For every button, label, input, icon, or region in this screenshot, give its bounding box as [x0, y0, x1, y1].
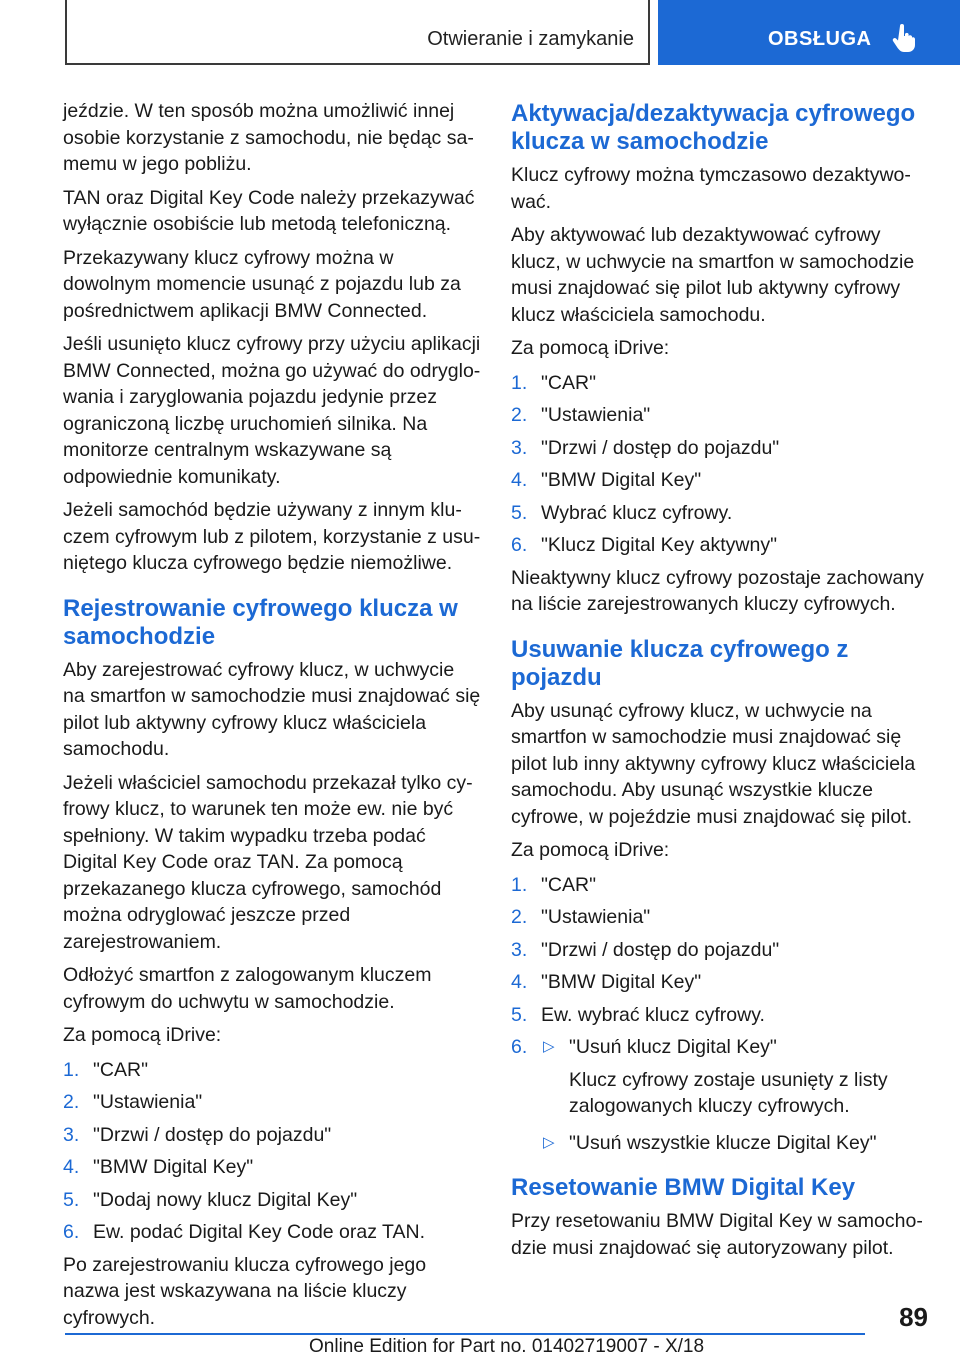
chapter-box [65, 0, 650, 65]
step-text: "BMW Digital Key" [541, 469, 702, 491]
step-text: "Ustawienia" [541, 906, 651, 928]
sub-option [541, 1034, 931, 1061]
step-text: Ew. podać Digital Key Code oraz TAN. [93, 1221, 426, 1243]
step-text: "Ustawienia" [541, 404, 651, 426]
step-text: "Drzwi / dostęp do pojazdu" [541, 436, 780, 459]
list-item [63, 1219, 481, 1246]
footer-divider [65, 1333, 865, 1335]
list-item [63, 1057, 481, 1084]
paragraph: Aby zarejestrować cyfrowy klucz, w uchwycie na smartfon w samochodzie musi znajdować się pilot lub aktywny cyfrowy klucz właściciela samochodu. [63, 658, 481, 760]
section-heading-activate: Aktywacja/dezaktywacja cyfrowego klucza w samochodzie [511, 100, 916, 155]
step-number: 6. [63, 1221, 80, 1243]
remove-steps [511, 872, 931, 1157]
list-item [511, 969, 931, 996]
list-item [511, 1034, 931, 1156]
step-number: 5. [63, 1188, 80, 1211]
section-heading-register: Rejestrowanie cyfrowego klucza w samochodzie [63, 594, 458, 650]
section-tab [658, 0, 960, 65]
paragraph: Po zarejestrowaniu klucza cyfrowego jego nazwa jest wskazywana na liście kluczy cyfrowych. [63, 1253, 427, 1329]
step-text: "Klucz Digital Key aktywny" [541, 534, 778, 556]
step-number: 6. [511, 1036, 528, 1058]
step-number: 4. [63, 1156, 80, 1178]
list-item [511, 435, 931, 462]
step-number: 1. [511, 371, 528, 394]
list-item [511, 370, 931, 397]
sub-options [541, 1034, 931, 1156]
step-number: 3. [63, 1123, 80, 1146]
list-item [511, 937, 931, 964]
step-number: 5. [511, 501, 528, 524]
paragraph: Jeśli usunięto klucz cyfrowy przy użyciu aplikacji BMW Connected, można go używać do odryglowania i zaryglowania pojazdu jedynie przez ograniczoną liczbę uruchomień silnika. Na monitorze centralnym wskazywane są odpowiednie komunikaty. [63, 333, 481, 488]
edition-info: Online Edition for Part no. 01402719007 - X/18 [309, 1336, 705, 1357]
list-item [511, 500, 931, 527]
paragraph: Odłożyć smartfon z zalogowanym kluczem cyfrowym do uchwytu w samochodzie. [63, 964, 432, 1013]
list-item [511, 1002, 931, 1029]
left-column [63, 98, 481, 1338]
step-number: 3. [511, 938, 528, 961]
list-item [511, 467, 931, 494]
sub-option [541, 1130, 931, 1157]
step-text: "Dodaj nowy klucz Digital Key" [93, 1188, 358, 1211]
step-number: 1. [63, 1058, 80, 1081]
paragraph: Aby usunąć cyfrowy klucz, w uchwycie na smartfon w samochodzie musi znajdować się pilot lub inny aktywny cyfrowy klucz właściciela samochodu. Aby usunąć wszystkie klucze cyfrowe, w pojeździe musi znajdować się pilot. [511, 699, 916, 828]
list-item [63, 1122, 481, 1149]
step-number: 6. [511, 534, 528, 556]
triangle-right-icon: ▷ [543, 1038, 555, 1055]
step-text: "Drzwi / dostęp do pojazdu" [93, 1123, 332, 1146]
paragraph: Za pomocą iDrive: [63, 1024, 222, 1046]
activate-steps [511, 370, 931, 559]
pointing-hand-icon [892, 24, 916, 52]
paragraph: Jeżeli samochód będzie używany z innym kluczem cyfrowym lub z pilotem, korzystanie z usuniętego klucza cyfrowego będzie niemożliwe. [63, 499, 481, 574]
step-text: Wybrać klucz cyfrowy. [541, 501, 733, 524]
paragraph: Przekazywany klucz cyfrowy można w dowolnym momencie usunąć z pojazdu lub za pośrednictwem aplikacji BMW Connected. [63, 246, 461, 322]
list-item [511, 904, 931, 931]
paragraph: TAN oraz Digital Key Code należy przekazywać wyłącznie osobiście lub metodą telefoniczną. [63, 186, 475, 235]
paragraph: Przy resetowaniu BMW Digital Key w samochodzie musi znajdować się autoryzowany pilot. [511, 1210, 923, 1259]
step-text: "BMW Digital Key" [541, 971, 702, 993]
page-header [65, 0, 960, 65]
paragraph: Za pomocą iDrive: [511, 839, 670, 861]
list-item [63, 1187, 481, 1214]
list-item [63, 1089, 481, 1116]
list-item [63, 1154, 481, 1181]
list-item [511, 872, 931, 899]
triangle-right-icon: ▷ [543, 1133, 555, 1151]
list-item [511, 532, 931, 559]
step-number: 2. [63, 1091, 80, 1113]
step-text: "CAR" [541, 371, 597, 394]
right-column [511, 98, 931, 1268]
paragraph: Nieaktywny klucz cyfrowy pozostaje zachowany na liście zarejestrowanych kluczy cyfrowych. [511, 566, 924, 615]
paragraph: jeździe. W ten sposób można umożliwić innej osobie korzystanie z samochodu, nie będąc samemu w jego pobliżu. [63, 100, 474, 175]
section-label: OBSŁUGA [768, 28, 872, 50]
step-number: 2. [511, 404, 528, 426]
step-text: "Ustawienia" [93, 1091, 203, 1113]
section-heading-remove: Usuwanie klucza cyfrowego z pojazdu [511, 635, 849, 691]
sub-option-text: "Usuń wszystkie klucze Digital Key" [569, 1131, 877, 1154]
paragraph: Klucz cyfrowy można tymczasowo dezaktywować. [511, 164, 911, 213]
list-item [511, 402, 931, 429]
step-text: "CAR" [93, 1058, 149, 1081]
step-number: 5. [511, 1003, 528, 1026]
step-number: 2. [511, 906, 528, 928]
sub-option-text: "Usuń klucz Digital Key" [569, 1036, 777, 1058]
page-number: 89 [899, 1302, 928, 1332]
chapter-title: Otwieranie i zamykanie [427, 28, 634, 50]
paragraph: Za pomocą iDrive: [511, 337, 670, 359]
paragraph: Jeżeli właściciel samochodu przekazał tylko cyfrowy klucz, to warunek ten może ew. nie być spełniony. W takim wypadku trzeba podać Digital Key Code oraz TAN. Za pomocą przekazanego klucza cyfrowego, samochód można odryglować jeszcze przed zarejestrowaniem. [63, 771, 473, 953]
sub-option-note: Klucz cyfrowy zostaje usunięty z listy zalogowanych kluczy cyfrowych. [569, 1068, 888, 1117]
step-text: "CAR" [541, 873, 597, 896]
step-number: 4. [511, 469, 528, 491]
paragraph: Aby aktywować lub dezaktywować cyfrowy klucz, w uchwycie na smartfon w samochodzie musi znajdować się pilot lub aktywny cyfrowy klucz właściciela samochodu. [511, 224, 915, 326]
step-number: 4. [511, 971, 528, 993]
step-number: 1. [511, 873, 528, 896]
step-number: 3. [511, 436, 528, 459]
register-steps [63, 1057, 481, 1246]
step-text: Ew. wybrać klucz cyfrowy. [541, 1003, 765, 1026]
step-text: "Drzwi / dostęp do pojazdu" [541, 938, 780, 961]
step-text: "BMW Digital Key" [93, 1156, 254, 1178]
section-heading-reset: Resetowanie BMW Digital Key [511, 1174, 856, 1201]
